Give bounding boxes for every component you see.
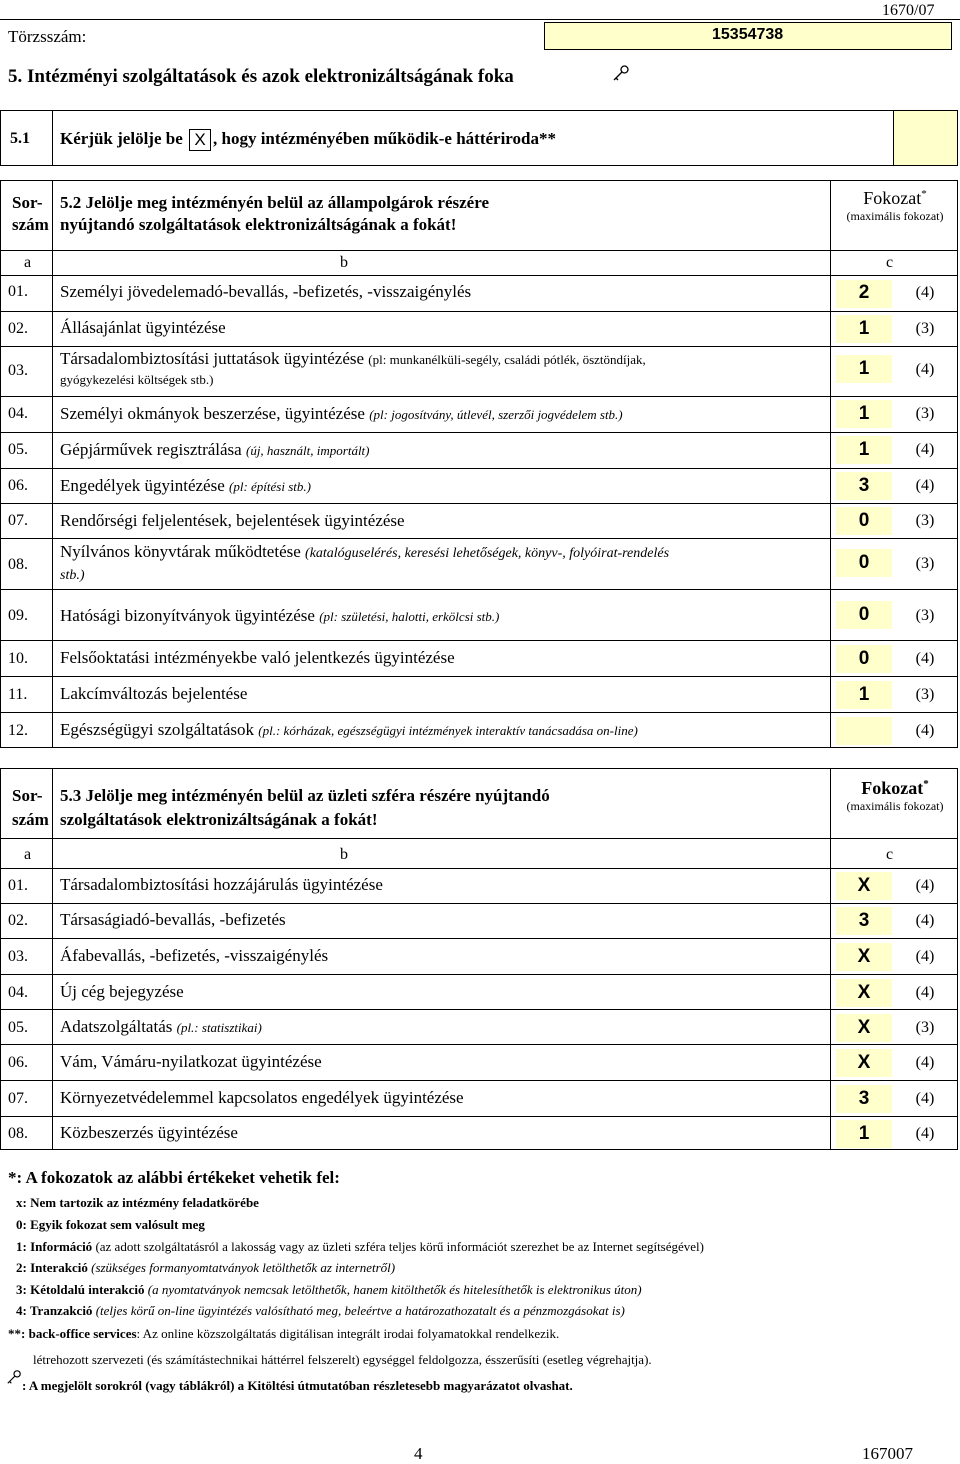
row-divider bbox=[0, 712, 958, 713]
legend-0: 0: Egyik fokozat sem valósult meg bbox=[16, 1217, 205, 1232]
legend-key-note: : A megjelölt sorokról (vagy táblákról) a Kitöltési útmutatóban részletesebb magyarázatot olvashat. bbox=[22, 1378, 573, 1393]
row-label: Egészségügyi szolgáltatások (pl.: kórházak, egészségügyi intézmények interaktív tanácsadása on-line) bbox=[60, 720, 638, 739]
row-divider bbox=[0, 1009, 958, 1010]
section-51-text: Kérjük jelölje be X , hogy intézményében működik-e háttériroda** bbox=[60, 129, 556, 150]
row-value: 1 bbox=[858, 358, 870, 379]
row-max: (4) bbox=[915, 650, 935, 667]
row-value: 0 bbox=[858, 648, 870, 669]
row-value: 0 bbox=[858, 604, 870, 625]
s53-num-divider bbox=[52, 768, 53, 1150]
row-max: (4) bbox=[915, 984, 935, 1001]
row-value: X bbox=[857, 946, 871, 967]
row-number: 02. bbox=[8, 912, 28, 929]
row-label: Személyi jövedelemadó-bevallás, -befizetés, -visszaigénylés bbox=[60, 282, 472, 301]
legend-2: 2: Interakció (szükséges formanyomtatványok letölthetők az internetről) bbox=[16, 1260, 396, 1275]
s52-col-a: a bbox=[24, 254, 32, 271]
row-number: 04. bbox=[8, 405, 28, 422]
key-icon bbox=[612, 64, 630, 82]
row-number: 02. bbox=[8, 320, 28, 337]
row-label: Új cég bejegyzése bbox=[60, 982, 184, 1001]
row-label: Közbeszerzés ügyintézése bbox=[60, 1123, 238, 1142]
row-value: 1 bbox=[858, 684, 870, 705]
row-max: (4) bbox=[915, 948, 935, 965]
footer-code: 167007 bbox=[862, 1444, 913, 1463]
row-divider bbox=[0, 903, 958, 904]
row-value: 1 bbox=[858, 439, 870, 460]
row-value: 0 bbox=[858, 552, 870, 573]
row-divider bbox=[0, 938, 958, 939]
row-divider bbox=[0, 396, 958, 397]
section-51-number: 5.1 bbox=[10, 130, 30, 147]
row-max: (4) bbox=[915, 361, 935, 378]
legend-x: x: Nem tartozik az intézmény feladatkörébe bbox=[16, 1195, 259, 1210]
row-number: 03. bbox=[8, 362, 28, 379]
s52-text-divider bbox=[830, 180, 831, 748]
legend-title: *: A fokozatok az alábbi értékeket vehetik fel: bbox=[8, 1168, 340, 1187]
row-number: 08. bbox=[8, 1125, 28, 1142]
row-label: Társadalombiztosítási hozzájárulás ügyintézése bbox=[60, 875, 383, 894]
row-value: X bbox=[857, 875, 871, 896]
row-label: Áfabevallás, -befizetés, -visszaigénylés bbox=[60, 946, 329, 965]
value-cell[interactable] bbox=[836, 717, 892, 745]
row-label: Engedélyek ügyintézése (pl: építési stb.) bbox=[60, 476, 311, 495]
torzsszam-label: Törzsszám: bbox=[8, 27, 87, 46]
legend-back-office: **: back-office services: Az online közszolgáltatás digitálisan integrált irodai folyamatokkal rendelkezik. bbox=[8, 1326, 560, 1341]
row-number: 06. bbox=[8, 477, 28, 494]
row-number: 04. bbox=[8, 984, 28, 1001]
row-label: Rendőrségi feljelentések, bejelentések ügyintézése bbox=[60, 511, 405, 530]
row-value: X bbox=[857, 982, 871, 1003]
key-icon bbox=[6, 1369, 22, 1385]
row-number: 07. bbox=[8, 1090, 28, 1107]
row-divider bbox=[0, 503, 958, 504]
row-max: (4) bbox=[915, 1125, 935, 1142]
row-max: (4) bbox=[915, 1090, 935, 1107]
row-divider bbox=[0, 432, 958, 433]
s52-col-row-bottom bbox=[0, 275, 958, 276]
row-label: Hatósági bizonyítványok ügyintézése (pl: születési, halotti, erkölcsi stb.) bbox=[60, 606, 500, 625]
row-label: Lakcímváltozás bejelentése bbox=[60, 684, 248, 703]
row-divider bbox=[0, 1116, 958, 1117]
row-divider bbox=[0, 589, 958, 590]
row-number: 05. bbox=[8, 441, 28, 458]
s52-title: 5.2 Jelölje meg intézményén belül az állampolgárok részére nyújtandó szolgáltatások elektronizáltságának a fokát! bbox=[60, 193, 490, 234]
row-max: (3) bbox=[915, 1019, 935, 1036]
row-max: (4) bbox=[915, 912, 935, 929]
form-code: 1670/07 bbox=[882, 2, 935, 19]
row-value: 3 bbox=[858, 910, 870, 931]
row-number: 01. bbox=[8, 283, 28, 300]
row-number: 01. bbox=[8, 877, 28, 894]
s53-col-a: a bbox=[24, 846, 32, 863]
row-divider bbox=[0, 640, 958, 641]
row-max: (3) bbox=[915, 405, 935, 422]
s52-sor-label: Sor- szám bbox=[12, 193, 49, 234]
row-max: (4) bbox=[915, 284, 935, 301]
row-divider bbox=[0, 974, 958, 975]
row-value: X bbox=[857, 1017, 871, 1038]
row-label: Állásajánlat ügyintézése bbox=[60, 318, 226, 337]
row-label: Nyílvános könyvtárak működtetése (katalóguselérés, keresési lehetőségek, könyv-, folyóirat-rendelés stb.) bbox=[60, 542, 670, 583]
row-number: 07. bbox=[8, 512, 28, 529]
row-value: 1 bbox=[858, 318, 870, 339]
row-label: Felsőoktatási intézményekbe való jelentkezés ügyintézése bbox=[60, 648, 455, 667]
row-divider bbox=[0, 311, 958, 312]
s52-fokozat-header: Fokozat* (maximális fokozat) bbox=[846, 188, 944, 223]
s52-header-bottom bbox=[0, 250, 958, 251]
row-label: Személyi okmányok beszerzése, ügyintézése (pl: jogosítvány, útlevél, szerzői jogvédelem stb.) bbox=[60, 404, 623, 423]
row-max: (4) bbox=[915, 722, 935, 739]
torzsszam-value: 15354738 bbox=[712, 26, 784, 43]
row-max: (3) bbox=[915, 607, 935, 624]
checkbox-sample-icon: X bbox=[189, 129, 211, 151]
row-divider bbox=[0, 1044, 958, 1045]
row-max: (4) bbox=[915, 1054, 935, 1071]
row-number: 09. bbox=[8, 607, 28, 624]
row-value: 1 bbox=[858, 403, 870, 424]
s52-col-b: b bbox=[340, 254, 348, 271]
row-value: 3 bbox=[858, 475, 870, 496]
s53-col-row-bottom bbox=[0, 868, 958, 869]
row-divider bbox=[0, 538, 958, 539]
row-value: 2 bbox=[858, 282, 870, 303]
legend-4: 4: Tranzakció (teljes körű on-line ügyintézés valósítható meg, beleértve a határozathozatalt és a pénzmozgásokat is) bbox=[16, 1303, 625, 1318]
row-divider bbox=[0, 346, 958, 347]
row-number: 08. bbox=[8, 556, 28, 573]
row-value: 0 bbox=[858, 510, 870, 531]
legend-back-office-line2: létrehozott szervezeti (és számítástechnikai háttérrel felszerelt) egységgel feldolgozza, ésszerűsíti (esetleg végrehajtja). bbox=[33, 1352, 652, 1367]
page-number: 4 bbox=[414, 1444, 423, 1463]
row-divider bbox=[0, 1080, 958, 1081]
row-max: (3) bbox=[915, 512, 935, 529]
row-max: (4) bbox=[915, 877, 935, 894]
row-max: (4) bbox=[915, 477, 935, 494]
s53-col-b: b bbox=[340, 846, 348, 863]
section-51-answer-cell[interactable] bbox=[894, 111, 957, 165]
s53-col-c: c bbox=[886, 846, 894, 863]
row-max: (4) bbox=[915, 441, 935, 458]
row-number: 03. bbox=[8, 948, 28, 965]
s52-col-c: c bbox=[886, 254, 894, 271]
section-title: 5. Intézményi szolgáltatások és azok elektronizáltságának foka bbox=[8, 66, 514, 87]
row-number: 12. bbox=[8, 722, 28, 739]
row-label: Adatszolgáltatás (pl.: statisztikai) bbox=[60, 1017, 262, 1036]
row-number: 05. bbox=[8, 1019, 28, 1036]
row-max: (3) bbox=[915, 686, 935, 703]
row-label: Vám, Vámáru-nyilatkozat ügyintézése bbox=[60, 1052, 322, 1071]
s52-num-divider bbox=[52, 180, 53, 748]
s53-sor-label: Sor- szám bbox=[12, 786, 49, 829]
s53-fokozat-header: Fokozat* (maximális fokozat) bbox=[846, 778, 944, 813]
row-label: Társaságiadó-bevallás, -befizetés bbox=[60, 910, 286, 929]
row-label: Környezetvédelemmel kapcsolatos engedélyek ügyintézése bbox=[60, 1088, 464, 1107]
section-51-num-divider bbox=[52, 110, 53, 166]
s53-title: 5.3 Jelölje meg intézményén belül az üzleti szféra részére nyújtandó szolgáltatások elektronizáltságának a fokát! bbox=[60, 786, 550, 829]
s53-text-divider bbox=[830, 768, 831, 1150]
legend-1: 1: Információ (az adott szolgáltatásról a lakosság vagy az üzleti szféra teljes körű információt szerezhet be az Internet segítségével) bbox=[16, 1239, 704, 1254]
row-number: 10. bbox=[8, 650, 28, 667]
s53-header-bottom bbox=[0, 838, 958, 839]
row-divider bbox=[0, 676, 958, 677]
row-max: (3) bbox=[915, 555, 935, 572]
row-number: 06. bbox=[8, 1054, 28, 1071]
row-value: 3 bbox=[858, 1088, 870, 1109]
header-divider bbox=[0, 19, 960, 20]
row-max: (3) bbox=[915, 320, 935, 337]
legend-3: 3: Kétoldalú interakció (a nyomtatványok nemcsak letölthetők, hanem kitölthetők és hitelesíthetők is elektronikus úton) bbox=[16, 1282, 642, 1297]
row-divider bbox=[0, 468, 958, 469]
row-value: 1 bbox=[858, 1123, 870, 1144]
row-number: 11. bbox=[8, 686, 28, 703]
row-label: Gépjárművek regisztrálása (új, használt, importált) bbox=[60, 440, 370, 459]
row-value: X bbox=[857, 1052, 871, 1073]
row-label: Társadalombiztosítási juttatások ügyintézése (pl: munkanélküli-segély, családi pótlék, ösztöndíjak, gyógykezelési költségek stb.) bbox=[60, 349, 646, 387]
